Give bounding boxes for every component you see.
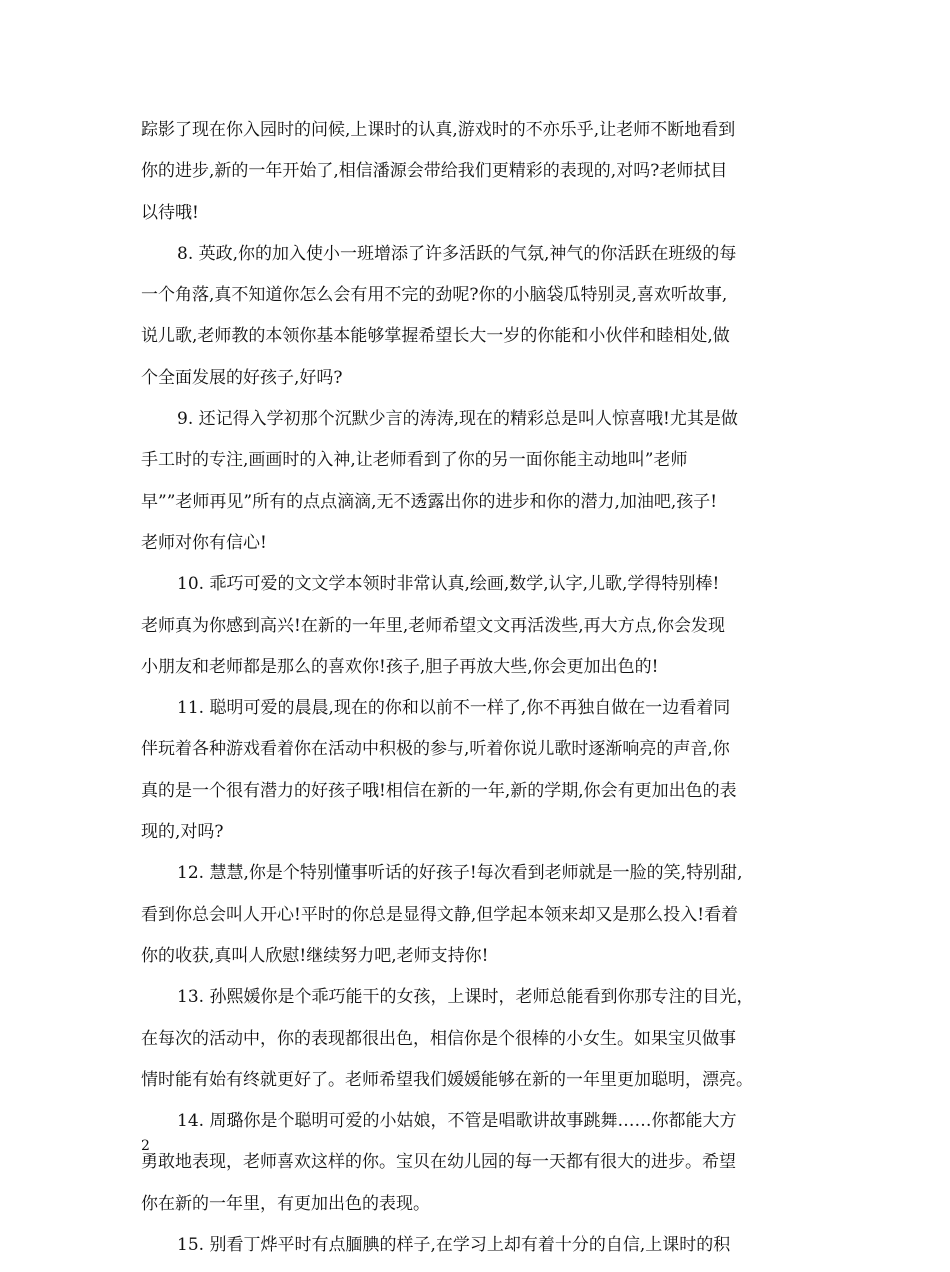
text-line: 你在新的一年里，有更加出色的表现。 [141,1193,430,1214]
text-line: 老师对你有信心! [141,532,267,553]
text-line: 你的进步,新的一年开始了,相信潘源会带给我们更精彩的表现的,对吗?老师拭目 [141,161,728,182]
text-line: 真的是一个很有潜力的好孩子哦!相信在新的一年,新的学期,你会有更加出色的表 [141,780,737,801]
text-line: 看到你总会叫人开心!平时的你总是显得文静,但学起本领来却又是那么投入!看着 [141,904,739,925]
text-line: 13. 孙熙媛你是个乖巧能干的女孩，上课时，老师总能看到你那专注的目光， [177,987,754,1008]
text-line: 你的收获,真叫人欣慰!继续努力吧,老师支持你! [141,945,489,966]
text-line: 一个角落,真不知道你怎么会有用不完的劲呢?你的小脑袋瓜特别灵,喜欢听故事, [141,285,728,306]
page-number: 2 [141,1138,150,1154]
text-line: 说儿歌,老师教的本领你基本能够掌握希望长大一岁的你能和小伙伴和睦相处,做 [141,326,730,347]
text-line: 以待哦! [141,202,199,223]
text-line: 11. 聪明可爱的晨晨,现在的你和以前不一样了,你不再独自做在一边看着同 [177,698,731,719]
text-line: 现的,对吗? [141,822,224,843]
text-line: 手工时的专注,画画时的入神,让老师看到了你的另一面你能主动地叫”老师 [141,450,688,471]
text-line: 在每次的活动中，你的表现都很出色，相信你是个很棒的小女生。如果宝贝做事 [141,1028,736,1049]
text-line: 15. 别看丁烨平时有点腼腆的样子,在学习上却有着十分的自信,上课时的积 [177,1235,731,1256]
text-line: 12. 慧慧,你是个特别懂事听话的好孩子!每次看到老师就是一脸的笑,特别甜, [177,863,743,884]
text-line: 踪影了现在你入园时的问候,上课时的认真,游戏时的不亦乐乎,让老师不断地看到 [141,120,736,140]
text-line: 情时能有始有终就更好了。老师希望我们媛媛能够在新的一年里更加聪明，漂亮。 [141,1069,753,1090]
body-text [141,116,829,1272]
text-line: 14. 周璐你是个聪明可爱的小姑娘，不管是唱歌讲故事跳舞……你都能大方 [177,1111,737,1132]
text-line: 小朋友和老师都是那么的喜欢你!孩子,胆子再放大些,你会更加出色的! [141,656,659,677]
text-line: 个全面发展的好孩子,好吗? [141,367,343,388]
text-line: 10. 乖巧可爱的文文学本领时非常认真,绘画,数学,认字,儿歌,学得特别棒! [177,574,720,595]
text-line: 8. 英政,你的加入使小一班增添了许多活跃的气氛,神气的你活跃在班级的每 [177,243,737,264]
text-line: 早””老师再见”所有的点点滴滴,无不透露出你的进步和你的潜力,加油吧,孩子! [141,491,718,512]
text-line: 老师真为你感到高兴!在新的一年里,老师希望文文再活泼些,再大方点,你会发现 [141,615,726,636]
text-line: 伴玩着各种游戏看着你在活动中积极的参与,听着你说儿歌时逐渐响亮的声音,你 [141,739,730,760]
text-line: 9. 还记得入学初那个沉默少言的涛涛,现在的精彩总是叫人惊喜哦!尤其是做 [177,409,738,430]
text-line: 勇敢地表现，老师喜欢这样的你。宝贝在幼儿园的每一天都有很大的进步。希望 [141,1152,736,1173]
